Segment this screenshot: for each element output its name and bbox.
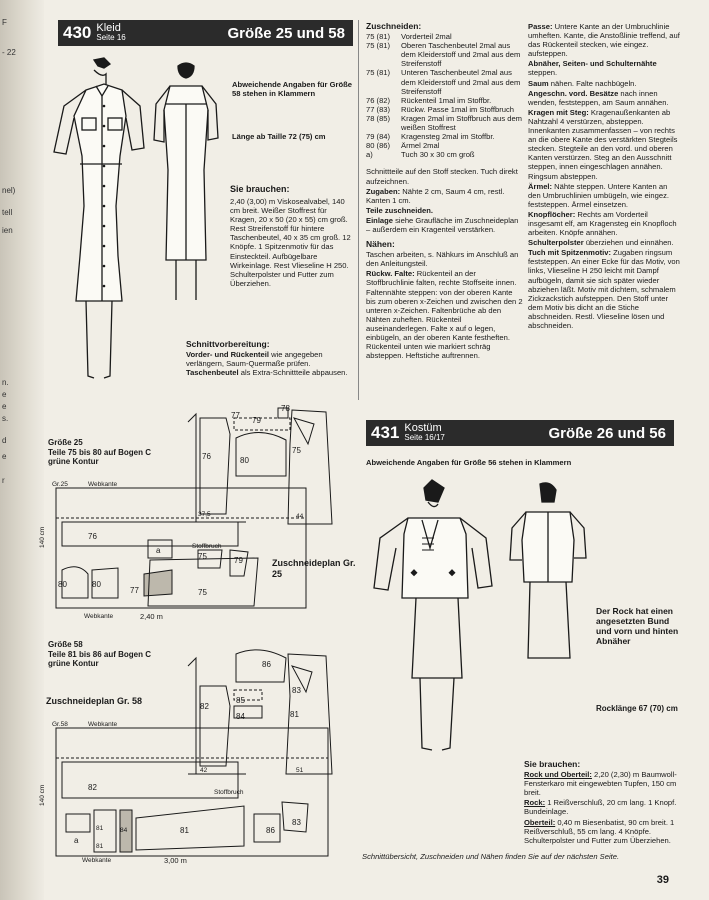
piece-label: 77: [231, 411, 240, 420]
row-text: Kragen 2mal im Stoffbruch aus dem weißen Stoffrest: [401, 113, 522, 133]
cut-parts: Teile zuschneiden.: [366, 205, 433, 215]
gutter-text: ien: [2, 226, 13, 235]
needs-section-431: [524, 760, 682, 846]
prep-title: Schnittvorbereitung:: [186, 339, 270, 349]
needs-lead: Oberteil:: [524, 817, 556, 827]
instruction-lead: Tuch mit Spitzenmotiv:: [528, 248, 611, 258]
gutter-text: nel): [2, 186, 16, 195]
prep-text2: als Extra-Schnittteile abpausen.: [238, 368, 348, 378]
instruction-body: nähen. Falte nachbügeln.: [548, 78, 637, 88]
row-text: Tuch 30 x 30 cm groß: [401, 150, 475, 160]
instruction-lead: Angeschn. vord. Besätze: [528, 88, 619, 98]
dress-back-illustration: [150, 60, 230, 310]
model-431-header: [366, 420, 674, 446]
row-number: 80 (86): [366, 141, 391, 151]
model-kind: Kostüm: [404, 422, 442, 434]
page-ref: Seite 16: [96, 33, 126, 42]
needs-text-430: 2,40 (3,00) m Viskosealvabel, 140 cm breit. Weißer Stoffrest für Kragen, 20 x 50 (20 x 55) cm groß. Rest Streifenstoff für hintere Taschenbeutel, 40 x 35 cm groß. 12 Knöpfe. 1 Spitzenmotiv für das Einsteckteil. Aufbügelbare Wirkeinlage. Rest Vlieseline H 250. Schulterpolster und Futter zum Überziehen.: [230, 197, 351, 288]
interfacing-lead: Einlage: [366, 215, 394, 225]
cutting-plan-58: [48, 718, 328, 868]
gutter-text: tell: [2, 208, 13, 217]
cutting-row: [366, 96, 524, 105]
gutter-text: e: [2, 390, 7, 399]
row-number: a): [366, 150, 373, 160]
piece-label: 84: [236, 712, 245, 721]
instruction-body: steppen.: [528, 68, 558, 78]
size-25-kontur: grüne Kontur: [48, 457, 99, 466]
instruction-lead: Passe:: [528, 22, 553, 31]
gutter-text: n.: [2, 378, 9, 387]
selvage-label: Webkante: [84, 613, 114, 620]
height-label: 140 cm: [39, 526, 46, 548]
width-label: 2,40 m: [140, 612, 163, 621]
gutter-text: - 22: [2, 48, 16, 57]
piece-label: 86: [266, 826, 275, 835]
skirt-length-431: Rocklänge 67 (70) cm: [596, 704, 678, 713]
instruction-paragraph: [528, 59, 680, 77]
row-text: Ärmel 2mal: [401, 141, 440, 151]
piece-label: 77: [130, 586, 139, 595]
piece-label: 80: [58, 580, 67, 589]
cutting-plan-25: [48, 478, 310, 618]
prep-text: [186, 350, 354, 377]
allowance-lead: Zugaben:: [366, 186, 401, 196]
deviating-note-431: Abweichende Angaben für Größe 56 stehen in Klammern: [366, 458, 572, 467]
row-text: Unteren Taschenbeutel 2mal aus dem Kleiderstoff und 2mal aus dem Streifenstoff: [401, 68, 521, 96]
piece-label: 75: [292, 446, 301, 455]
piece-label: 86: [262, 660, 271, 669]
piece-label: 78: [281, 404, 290, 413]
row-number: 75 (81): [366, 68, 391, 78]
row-text: Oberen Taschenbeutel 2mal aus dem Kleiderstoff und 2mal aus dem Streifenstoff: [401, 41, 521, 69]
gutter-previous-page: [0, 0, 44, 900]
sewing-instructions-right: [528, 22, 680, 331]
prep-text1: wie angegeben verlängern, Saum-Quermaße prüfen.: [186, 350, 323, 369]
size-58-title: Größe 58: [48, 640, 83, 649]
interfacing-text: [366, 216, 524, 234]
size-58-kontur: grüne Kontur: [48, 659, 99, 668]
dress-front-illustration: [46, 56, 156, 396]
height-label: 140 cm: [39, 784, 46, 806]
grade-label: Gr.25: [52, 481, 68, 488]
instruction-paragraph: [528, 22, 680, 58]
instruction-paragraph: [528, 248, 680, 330]
model-430-header: [58, 20, 353, 46]
page-ref: Seite 16/17: [404, 433, 445, 442]
gutter-text: d: [2, 436, 7, 445]
skirt-note-431: Der Rock hat einen angesetzten Bund und vorn und hinten Abnäher: [596, 606, 679, 646]
size-label: Größe 25 und 58: [227, 24, 345, 42]
row-text: Kragensteg 2mal im Stoffbr.: [401, 132, 495, 142]
cutting-plan-25-title: Zuschneideplan Gr. 25: [272, 558, 356, 579]
instruction-lead: Abnäher, Seiten- und Schulternähte: [528, 59, 657, 69]
cutting-row: [366, 68, 524, 95]
model-kind: Kleid: [96, 22, 121, 34]
cutting-row: [366, 150, 524, 159]
instruction-paragraph: [528, 182, 680, 209]
instruction-lead: Saum: [528, 78, 549, 88]
cutting-plan-58-title: Zuschneideplan Gr. 58: [46, 696, 143, 706]
size-label: Größe 26 und 56: [548, 424, 666, 442]
cutting-row: [366, 41, 524, 68]
piece-label: 81: [180, 826, 189, 835]
needs-paragraph: [524, 818, 682, 845]
piece-label: 83: [292, 818, 301, 827]
gutter-text: r: [2, 476, 5, 485]
needs-paragraph: [524, 798, 682, 816]
measure-label: 42: [200, 767, 208, 774]
cutting-after: Schnittteile auf den Stoff stecken. Tuch direkt aufzeichnen.: [366, 167, 518, 186]
size-25-line: Teile 75 bis 80 auf Bogen C: [48, 447, 151, 457]
instruction-body: Nähte steppen. Untere Kanten an den Umbruchlinien umbügeln, wie eingez. feststeppen. Ärmel einsetzen.: [528, 181, 669, 209]
length-note-430: Länge ab Taille 72 (75) cm: [232, 132, 326, 141]
prep-section-430: [186, 340, 354, 378]
fold-label: Stoffbruch: [214, 789, 244, 796]
width-label: 3,00 m: [164, 856, 187, 865]
needs-body: 0,40 m Biesenbatist, 90 cm breit. 1 Reißverschluß, 55 cm lang. 4 Knöpfe. Schulterpolster und Futter zum Überziehen.: [524, 817, 675, 845]
cutting-instructions: [366, 22, 524, 361]
interfacing-body: siehe Graufläche im Zuschneideplan – außerdem ein Kragenteil verstärken.: [366, 215, 519, 234]
size-58-line: Teile 81 bis 86 auf Bogen C: [48, 649, 151, 659]
prep-lead: Vorder- und Rückenteil: [186, 350, 269, 360]
piece-label: 84: [120, 827, 128, 834]
sewing-text: Taschen arbeiten, s. Nähkurs im Anschluß an den Anleitungsteil.: [366, 250, 519, 269]
column-divider: [358, 20, 359, 400]
instruction-paragraph: [528, 108, 680, 181]
size-58-block: [48, 640, 188, 669]
piece-label: 75: [198, 588, 207, 597]
piece-label: 83: [292, 686, 301, 695]
needs-paragraph: [524, 770, 682, 797]
measure-label: 37,5: [198, 511, 211, 518]
instruction-body: Rechts am Vorderteil insgesamt elf, am Kragensteg ein Knopfloch arbeiten. Knöpfe annähen.: [528, 209, 677, 238]
selvage-label: Webkante: [88, 721, 118, 728]
prep-lead2: Taschenbeutel: [186, 368, 239, 378]
model-number: 430: [63, 23, 92, 42]
row-text: Rückenteil 1mal im Stoffbr.: [401, 95, 492, 105]
selvage-label: Webkante: [82, 857, 112, 864]
piece-label: 79: [252, 416, 261, 425]
cutting-row: [366, 141, 524, 150]
instruction-lead: Knopflöcher:: [528, 209, 576, 219]
cutting-row: [366, 105, 524, 114]
piece-label: 76: [88, 532, 97, 541]
needs-lead: Rock und Oberteil:: [524, 770, 592, 780]
piece-label: 81: [96, 843, 104, 850]
footer-note: Schnittübersicht, Zuschneiden und Nähen finden Sie auf der nächsten Seite.: [362, 852, 620, 861]
row-number: 79 (84): [366, 132, 391, 142]
instruction-body: überziehen und einnähen.: [583, 238, 674, 248]
piece-label: a: [74, 836, 79, 845]
instruction-body: nach innen wenden, feststeppen, am Saum annähen.: [528, 88, 669, 107]
cutting-row: [366, 114, 524, 132]
instruction-paragraph: [528, 79, 680, 88]
deviating-note-430: Abweichende Angaben für Größe 58 stehen in Klammern: [232, 80, 352, 99]
row-number: 75 (81): [366, 41, 391, 51]
piece-label: a: [156, 546, 161, 555]
needs-body: 1 Reißverschluß, 20 cm lang. 1 Knopf. Bundeinlage.: [524, 798, 677, 817]
row-number: 77 (83): [366, 104, 391, 114]
size-25-block: [48, 438, 188, 467]
piece-label: 76: [202, 452, 211, 461]
needs-title-430: Sie brauchen:: [230, 184, 290, 194]
piece-label: 81: [290, 710, 299, 719]
needs-body: 2,20 (2,30) m Baumwoll-Fensterkaro mit eingewebten Tupfen, 150 cm breit.: [524, 770, 677, 798]
row-text: Rückw. Passe 1mal im Stoffbruch: [401, 104, 514, 114]
instruction-body: Kragenaußenkanten ab Nahtzahl 4 verstürzen, absteppen. Innenkanten zusammenfassen – von rechts an die obere Kante des verstärkten Stegteils stecken. Stegteile an den vord. und oberen Kanten verstürzen. Steg an den Ausschnitt steppen, innen eingeschlagen annähen. Ringsum absteppen.: [528, 107, 678, 181]
cutting-row: [366, 32, 524, 41]
row-number: 78 (85): [366, 113, 391, 123]
piece-label: 85: [236, 696, 245, 705]
row-text: Vorderteil 2mal: [401, 32, 452, 42]
needs-lead: Rock:: [524, 798, 546, 808]
instruction-body: Zugaben ringsum feststeppen. An einer Ecke für das Motiv, von links, Vlieseline H 250 leicht mit Dampf aufbügeln, damit sie sich später wieder abziehen läßt. Motiv mit dichtem, schmalem Zickzackstich aufsteppen. Den Stoff unter dem Motiv bis dicht an die Stiche abschneiden. Restl. Vlieseline lösen und abschneiden.: [528, 248, 680, 330]
piece-label: 81: [96, 825, 104, 832]
piece-label: 75: [198, 552, 207, 561]
instruction-paragraph: [528, 89, 680, 107]
piece-label: 79: [234, 556, 243, 565]
sewing-title: Nähen:: [366, 239, 395, 250]
allowance-body: Nähte 2 cm, Saum 4 cm, restl. Kanten 1 cm.: [366, 186, 505, 205]
page-number: 39: [656, 874, 669, 886]
instruction-body: Untere Kante an der Umbruchlinie umheften. Kante, die Anstoßlinie treffend, auf das Rückenteil stecken, wie eingez. aufsteppen.: [528, 22, 680, 59]
suit-back-illustration: [508, 482, 588, 672]
selvage-label: Webkante: [88, 481, 118, 488]
instruction-lead: Kragen mit Steg:: [528, 107, 589, 117]
measure-label: 51: [296, 767, 304, 774]
piece-label: 80: [240, 456, 249, 465]
size-25-title: Größe 25: [48, 438, 83, 447]
grade-label: Gr.58: [52, 721, 68, 728]
row-number: 76 (82): [366, 95, 391, 105]
piece-label: 80: [92, 580, 101, 589]
instruction-lead: Schulterpolster: [528, 238, 584, 248]
instruction-paragraph: [528, 238, 680, 247]
measure-label: 44: [296, 513, 304, 520]
model-number: 431: [371, 423, 400, 442]
row-number: 75 (81): [366, 32, 391, 42]
cutting-title: Zuschneiden:: [366, 21, 422, 31]
piece-label: 82: [88, 783, 97, 792]
gutter-text: F: [2, 18, 7, 27]
gutter-text: e: [2, 452, 7, 461]
instruction-paragraph: [528, 210, 680, 237]
needs-title-431: Sie brauchen:: [524, 759, 581, 769]
gutter-text: e: [2, 402, 7, 411]
fold-label: Stoffbruch: [192, 543, 222, 550]
back-fold-lead: Rückw. Falte:: [366, 269, 415, 279]
allowance-text: [366, 187, 524, 205]
back-fold-text: [366, 269, 524, 360]
instruction-lead: Ärmel:: [528, 181, 553, 191]
gutter-text: s.: [2, 414, 9, 423]
suit-front-illustration: [372, 478, 502, 778]
piece-label: 82: [200, 702, 209, 711]
back-fold-body: Rückenteil an der Stoffbruchlinie falten, rechte Stoffseite innen. Faltennähte steppen: von der oberen Kante bis zum oberen x-Zeichen und zwischen den 2 unteren x-Zeichen. Faltenbrüche ab den Nähten zuheften. Rückenteil auseinanderlegen. Falte x auf o legen, einbügeln, an der oberen Kante festheften. Rückenteil unten wie markiert schräg absteppen. Heftstiche auftrennen.: [366, 269, 523, 361]
cutting-row: [366, 132, 524, 141]
